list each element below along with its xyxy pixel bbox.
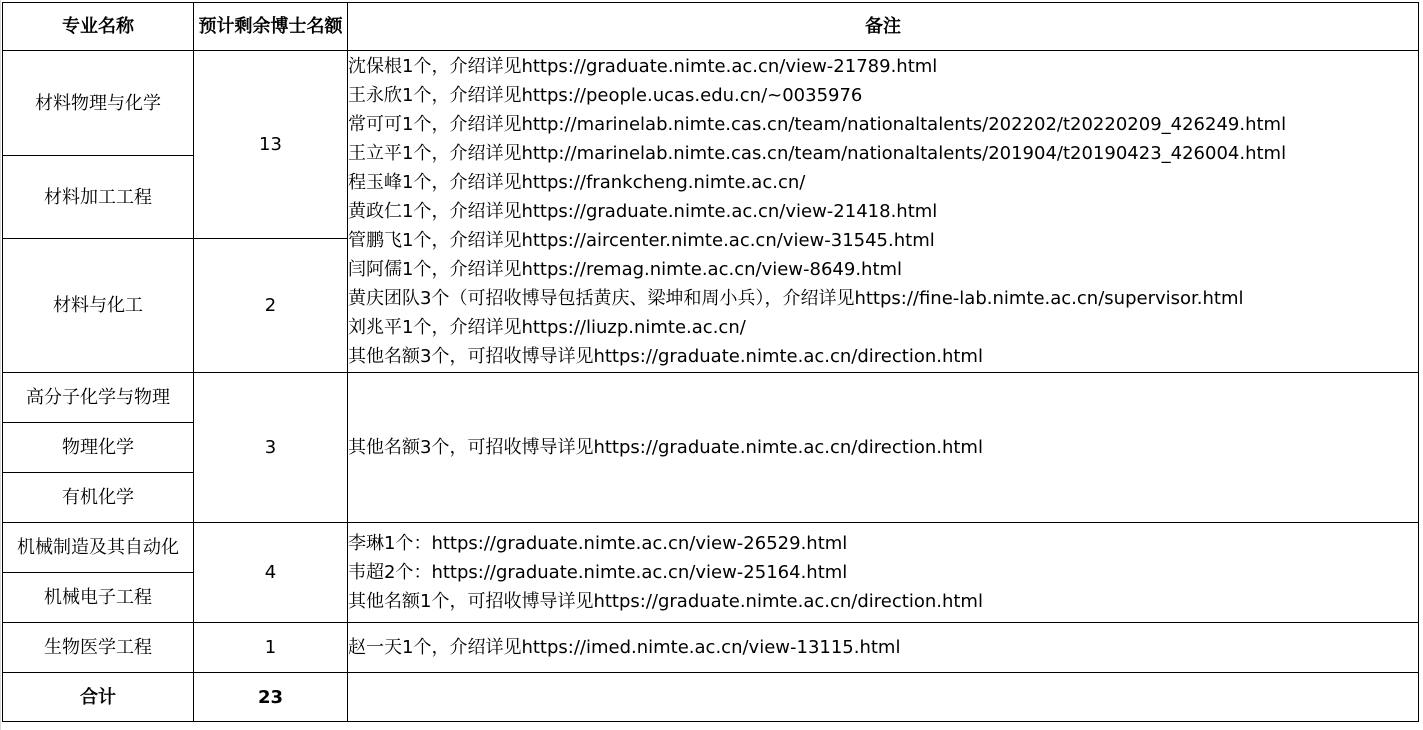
quota-table (2, 2, 1419, 722)
note-line: 常可可1个，介绍详见http://marinelab.nimte.cas.cn/team/nationaltalents/202202/t20220209_426249.html (348, 114, 1287, 135)
count-cell[interactable]: 1 (194, 623, 348, 673)
total-label[interactable]: 合计 (3, 673, 194, 722)
note-line: 李琳1个：https://graduate.nimte.ac.cn/view-26529.html (348, 533, 848, 554)
major-cell[interactable]: 材料物理与化学 (3, 51, 194, 156)
note-line: 程玉峰1个，介绍详见https://frankcheng.nimte.ac.cn/ (348, 172, 806, 193)
note-line: 其他名额3个，可招收博导详见https://graduate.nimte.ac.cn/direction.html (348, 437, 983, 458)
note-line: 黄庆团队3个（可招收博导包括黄庆、梁坤和周小兵），介绍详见https://fine-lab.nimte.ac.cn/supervisor.html (348, 288, 1244, 309)
note-line: 管鹏飞1个，介绍详见https://aircenter.nimte.ac.cn/view-31545.html (348, 230, 935, 251)
table-row (3, 623, 1419, 673)
note-line: 刘兆平1个，介绍详见https://liuzp.nimte.ac.cn/ (348, 317, 746, 338)
total-note-cell[interactable] (348, 673, 1419, 722)
header-row (3, 3, 1419, 51)
note-cell[interactable] (348, 373, 1419, 523)
table-row (3, 523, 1419, 573)
major-cell[interactable]: 机械制造及其自动化 (3, 523, 194, 573)
note-line: 黄政仁1个，介绍详见https://graduate.nimte.ac.cn/view-21418.html (348, 201, 938, 222)
note-line: 闫阿儒1个，介绍详见https://remag.nimte.ac.cn/view-8649.html (348, 259, 903, 280)
major-cell[interactable]: 机械电子工程 (3, 573, 194, 623)
note-cell[interactable] (348, 523, 1419, 623)
count-cell[interactable]: 4 (194, 523, 348, 623)
note-line: 赵一天1个，介绍详见https://imed.nimte.ac.cn/view-13115.html (348, 637, 901, 658)
total-value[interactable]: 23 (194, 673, 348, 722)
major-cell[interactable]: 物理化学 (3, 423, 194, 473)
major-cell[interactable]: 材料与化工 (3, 239, 194, 373)
total-row (3, 673, 1419, 722)
note-cell[interactable] (348, 623, 1419, 673)
header-note[interactable]: 备注 (348, 3, 1419, 51)
note-line: 沈保根1个，介绍详见https://graduate.nimte.ac.cn/view-21789.html (348, 56, 938, 77)
count-cell[interactable]: 2 (194, 239, 348, 373)
note-cell[interactable] (348, 51, 1419, 373)
note-line: 其他名额3个，可招收博导详见https://graduate.nimte.ac.cn/direction.html (348, 346, 983, 367)
note-line: 韦超2个：https://graduate.nimte.ac.cn/view-25164.html (348, 562, 848, 583)
table-row (3, 373, 1419, 423)
note-line: 王永欣1个，介绍详见https://people.ucas.edu.cn/~0035976 (348, 85, 863, 106)
header-quota[interactable]: 预计剩余博士名额 (194, 3, 348, 51)
note-line: 王立平1个，介绍详见http://marinelab.nimte.cas.cn/team/nationaltalents/201904/t20190423_426004.html (348, 143, 1287, 164)
table-row (3, 51, 1419, 156)
major-cell[interactable]: 高分子化学与物理 (3, 373, 194, 423)
count-cell[interactable]: 13 (194, 51, 348, 239)
major-cell[interactable]: 生物医学工程 (3, 623, 194, 673)
sheet-edge (1419, 0, 1423, 730)
count-cell[interactable]: 3 (194, 373, 348, 523)
note-line: 其他名额1个，可招收博导详见https://graduate.nimte.ac.cn/direction.html (348, 591, 983, 612)
major-cell[interactable]: 有机化学 (3, 473, 194, 523)
major-cell[interactable]: 材料加工工程 (3, 156, 194, 239)
header-major[interactable]: 专业名称 (3, 3, 194, 51)
